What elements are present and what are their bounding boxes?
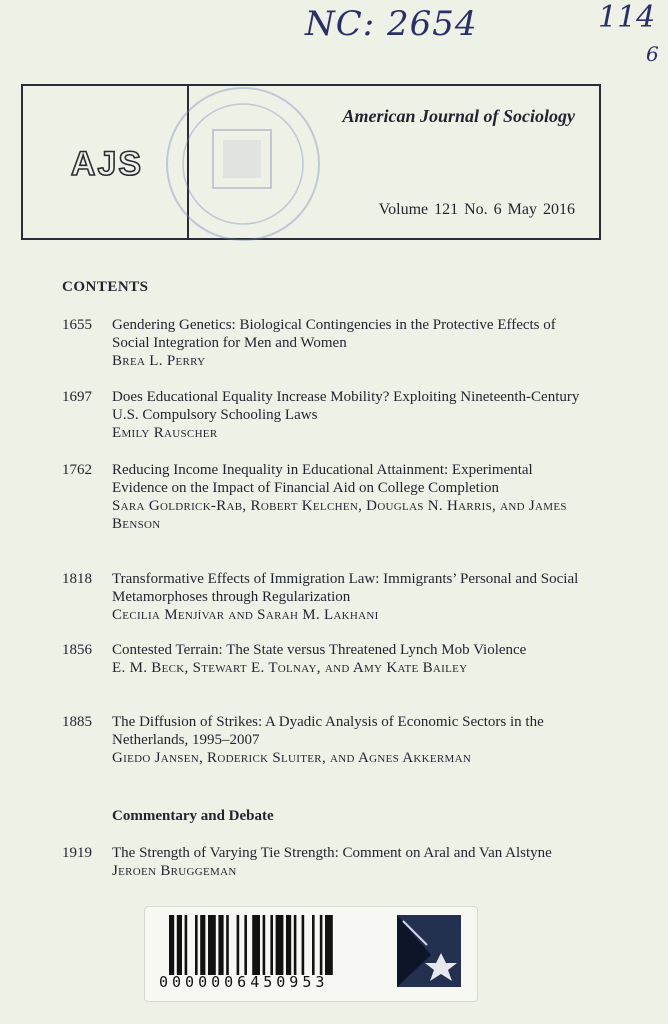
barcode-bar	[185, 915, 188, 975]
barcode-bar	[325, 915, 333, 975]
journal-title: American Journal of Sociology	[342, 106, 575, 126]
barcode-label	[144, 906, 478, 1002]
toc-authors: E. M. Beck, Stewart E. Tolnay, and Amy Kate Bailey	[112, 660, 468, 676]
barcode-bar	[252, 915, 260, 975]
barcode-bar	[218, 915, 223, 975]
toc-page-number: 1762	[62, 462, 92, 478]
barcode-bar	[237, 915, 240, 975]
toc-page-number: 1885	[62, 714, 92, 730]
svg-text:AJS: AJS	[70, 145, 144, 182]
library-seal-icon	[153, 74, 333, 254]
toc-article-title: Gendering Genetics: Biological Contingencies in the Protective Effects of Social Integration for Men and Women	[112, 317, 556, 351]
toc-authors: Giedo Jansen, Roderick Sluiter, and Agnes Akkerman	[112, 750, 472, 766]
barcode-bar	[286, 915, 291, 975]
barcode-bar	[320, 915, 323, 975]
toc-authors: Cecilia Menjívar and Sarah M. Lakhani	[112, 607, 379, 623]
barcode-bar	[263, 915, 266, 975]
barcode-bar	[195, 915, 198, 975]
barcode-bar	[200, 915, 205, 975]
barcode-bar	[169, 915, 174, 975]
handwritten-copy-number: 6	[646, 42, 659, 66]
barcode-bar	[276, 915, 284, 975]
barcode-bar	[177, 915, 182, 975]
toc-article-title: Transformative Effects of Immigration Law: Immigrants’ Personal and Social Metamorphoses through Regularization	[112, 571, 579, 605]
toc-article-title: Does Educational Equality Increase Mobility? Exploiting Nineteenth-Century U.S. Compulsory Schooling Laws	[112, 389, 580, 423]
library-logo-icon	[397, 915, 461, 987]
toc-page-number: 1697	[62, 389, 92, 405]
toc-page-number: 1818	[62, 571, 92, 587]
commentary-heading: Commentary and Debate	[112, 808, 274, 824]
barcode-bar	[302, 915, 305, 975]
toc-article-title: Contested Terrain: The State versus Threatened Lynch Mob Violence	[112, 642, 527, 658]
handwritten-shelf-number: 114	[598, 0, 656, 35]
toc-authors: Brea L. Perry	[112, 353, 206, 369]
toc-authors: Jeroen Bruggeman	[112, 863, 237, 879]
barcode-number: 0000006450953	[159, 973, 329, 991]
barcode-bar	[294, 915, 297, 975]
handwritten-catalog-number: NC: 2654	[305, 4, 478, 44]
issue-line: Volume 121 No. 6 May 2016	[378, 201, 575, 218]
barcode-bar	[208, 915, 216, 975]
toc-page-number: 1856	[62, 642, 92, 658]
toc-article-title: Reducing Income Inequality in Educational Attainment: Experimental Evidence on the Impact of Financial Aid on College Completion	[112, 462, 533, 496]
barcode-icon	[169, 915, 387, 975]
contents-heading: CONTENTS	[62, 279, 149, 295]
toc-page-number: 1655	[62, 317, 92, 333]
toc-article-title: The Diffusion of Strikes: A Dyadic Analysis of Economic Sectors in the Netherlands, 1995–2007	[112, 714, 544, 748]
toc-authors: Sara Goldrick-Rab, Robert Kelchen, Douglas N. Harris, and James Benson	[112, 498, 567, 532]
toc-article-title: The Strength of Varying Tie Strength: Comment on Aral and Van Alstyne	[112, 845, 552, 861]
journal-header	[21, 84, 601, 240]
barcode-bar	[226, 915, 229, 975]
barcode-bar	[244, 915, 247, 975]
toc-authors: Emily Rauscher	[112, 425, 218, 441]
toc-page-number: 1919	[62, 845, 92, 861]
barcode-bar	[270, 915, 273, 975]
ajs-logo	[55, 144, 159, 182]
barcode-bar	[312, 915, 315, 975]
